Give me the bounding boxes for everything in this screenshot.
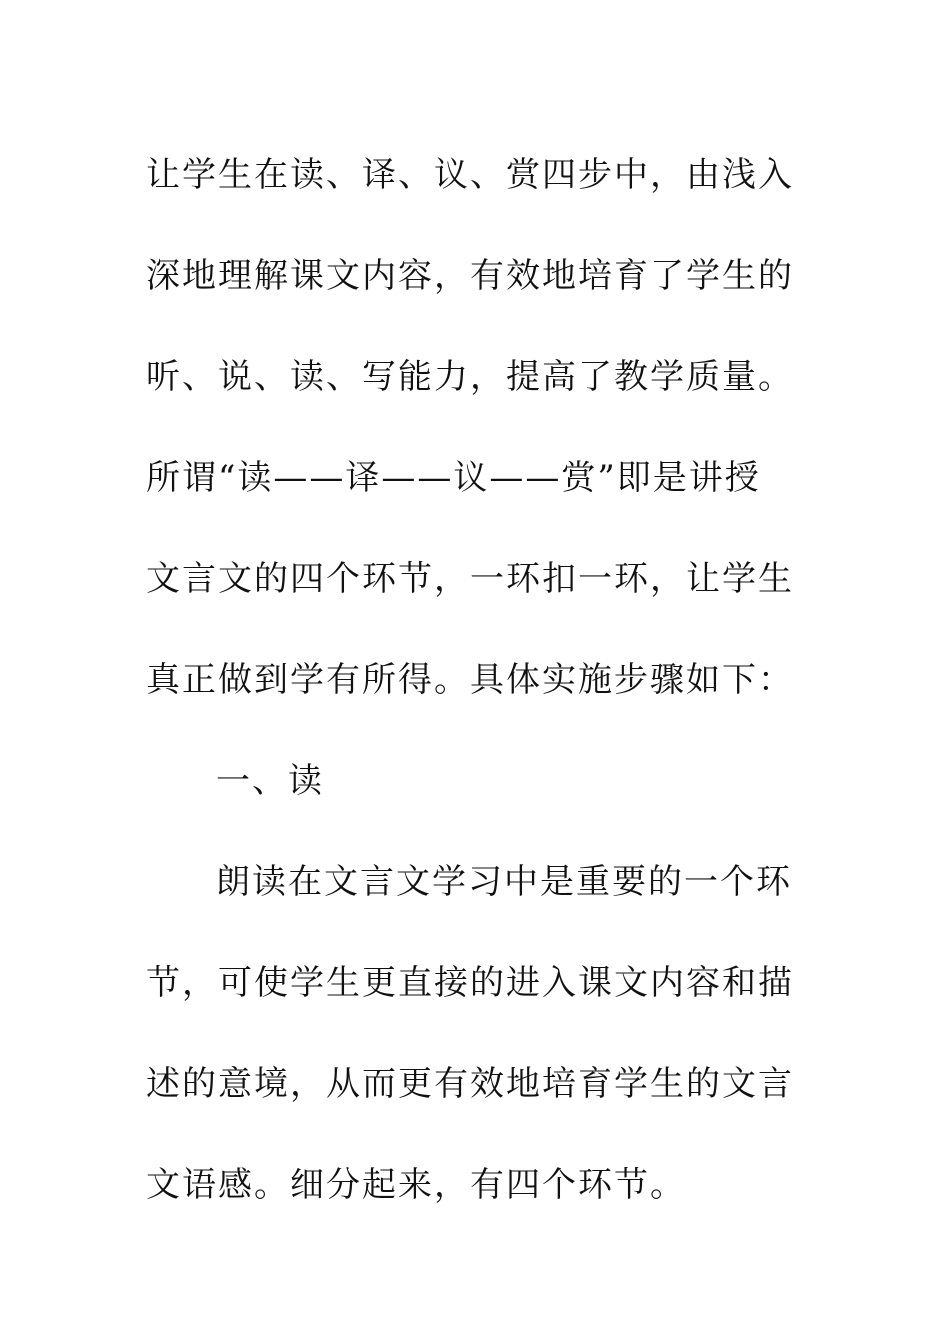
body-text xyxy=(146,125,816,1236)
text-line: 文语感。细分起来，有四个环节。 xyxy=(146,1165,686,1205)
text-line: 真正做到学有所得。具体实施步骤如下： xyxy=(146,660,794,700)
text-line: 文言文的四个环节，一环扣一环，让学生 xyxy=(146,559,794,599)
text-line: 让学生在读、译、议、赏四步中，由浅入 xyxy=(146,155,794,195)
text-line: 所谓“读——译——议——赏”即是讲授 xyxy=(146,458,761,498)
paragraph-start: 朗读在文言文学习中是重要的一个环 xyxy=(216,862,792,902)
section-heading: 一、读 xyxy=(216,761,324,801)
text-line: 述的意境，从而更有效地培育学生的文言 xyxy=(146,1064,794,1104)
text-line: 节，可使学生更直接的进入课文内容和描 xyxy=(146,963,794,1003)
text-line: 深地理解课文内容，有效地培育了学生的 xyxy=(146,256,794,296)
text-line: 听、说、读、写能力，提高了教学质量。 xyxy=(146,357,794,397)
